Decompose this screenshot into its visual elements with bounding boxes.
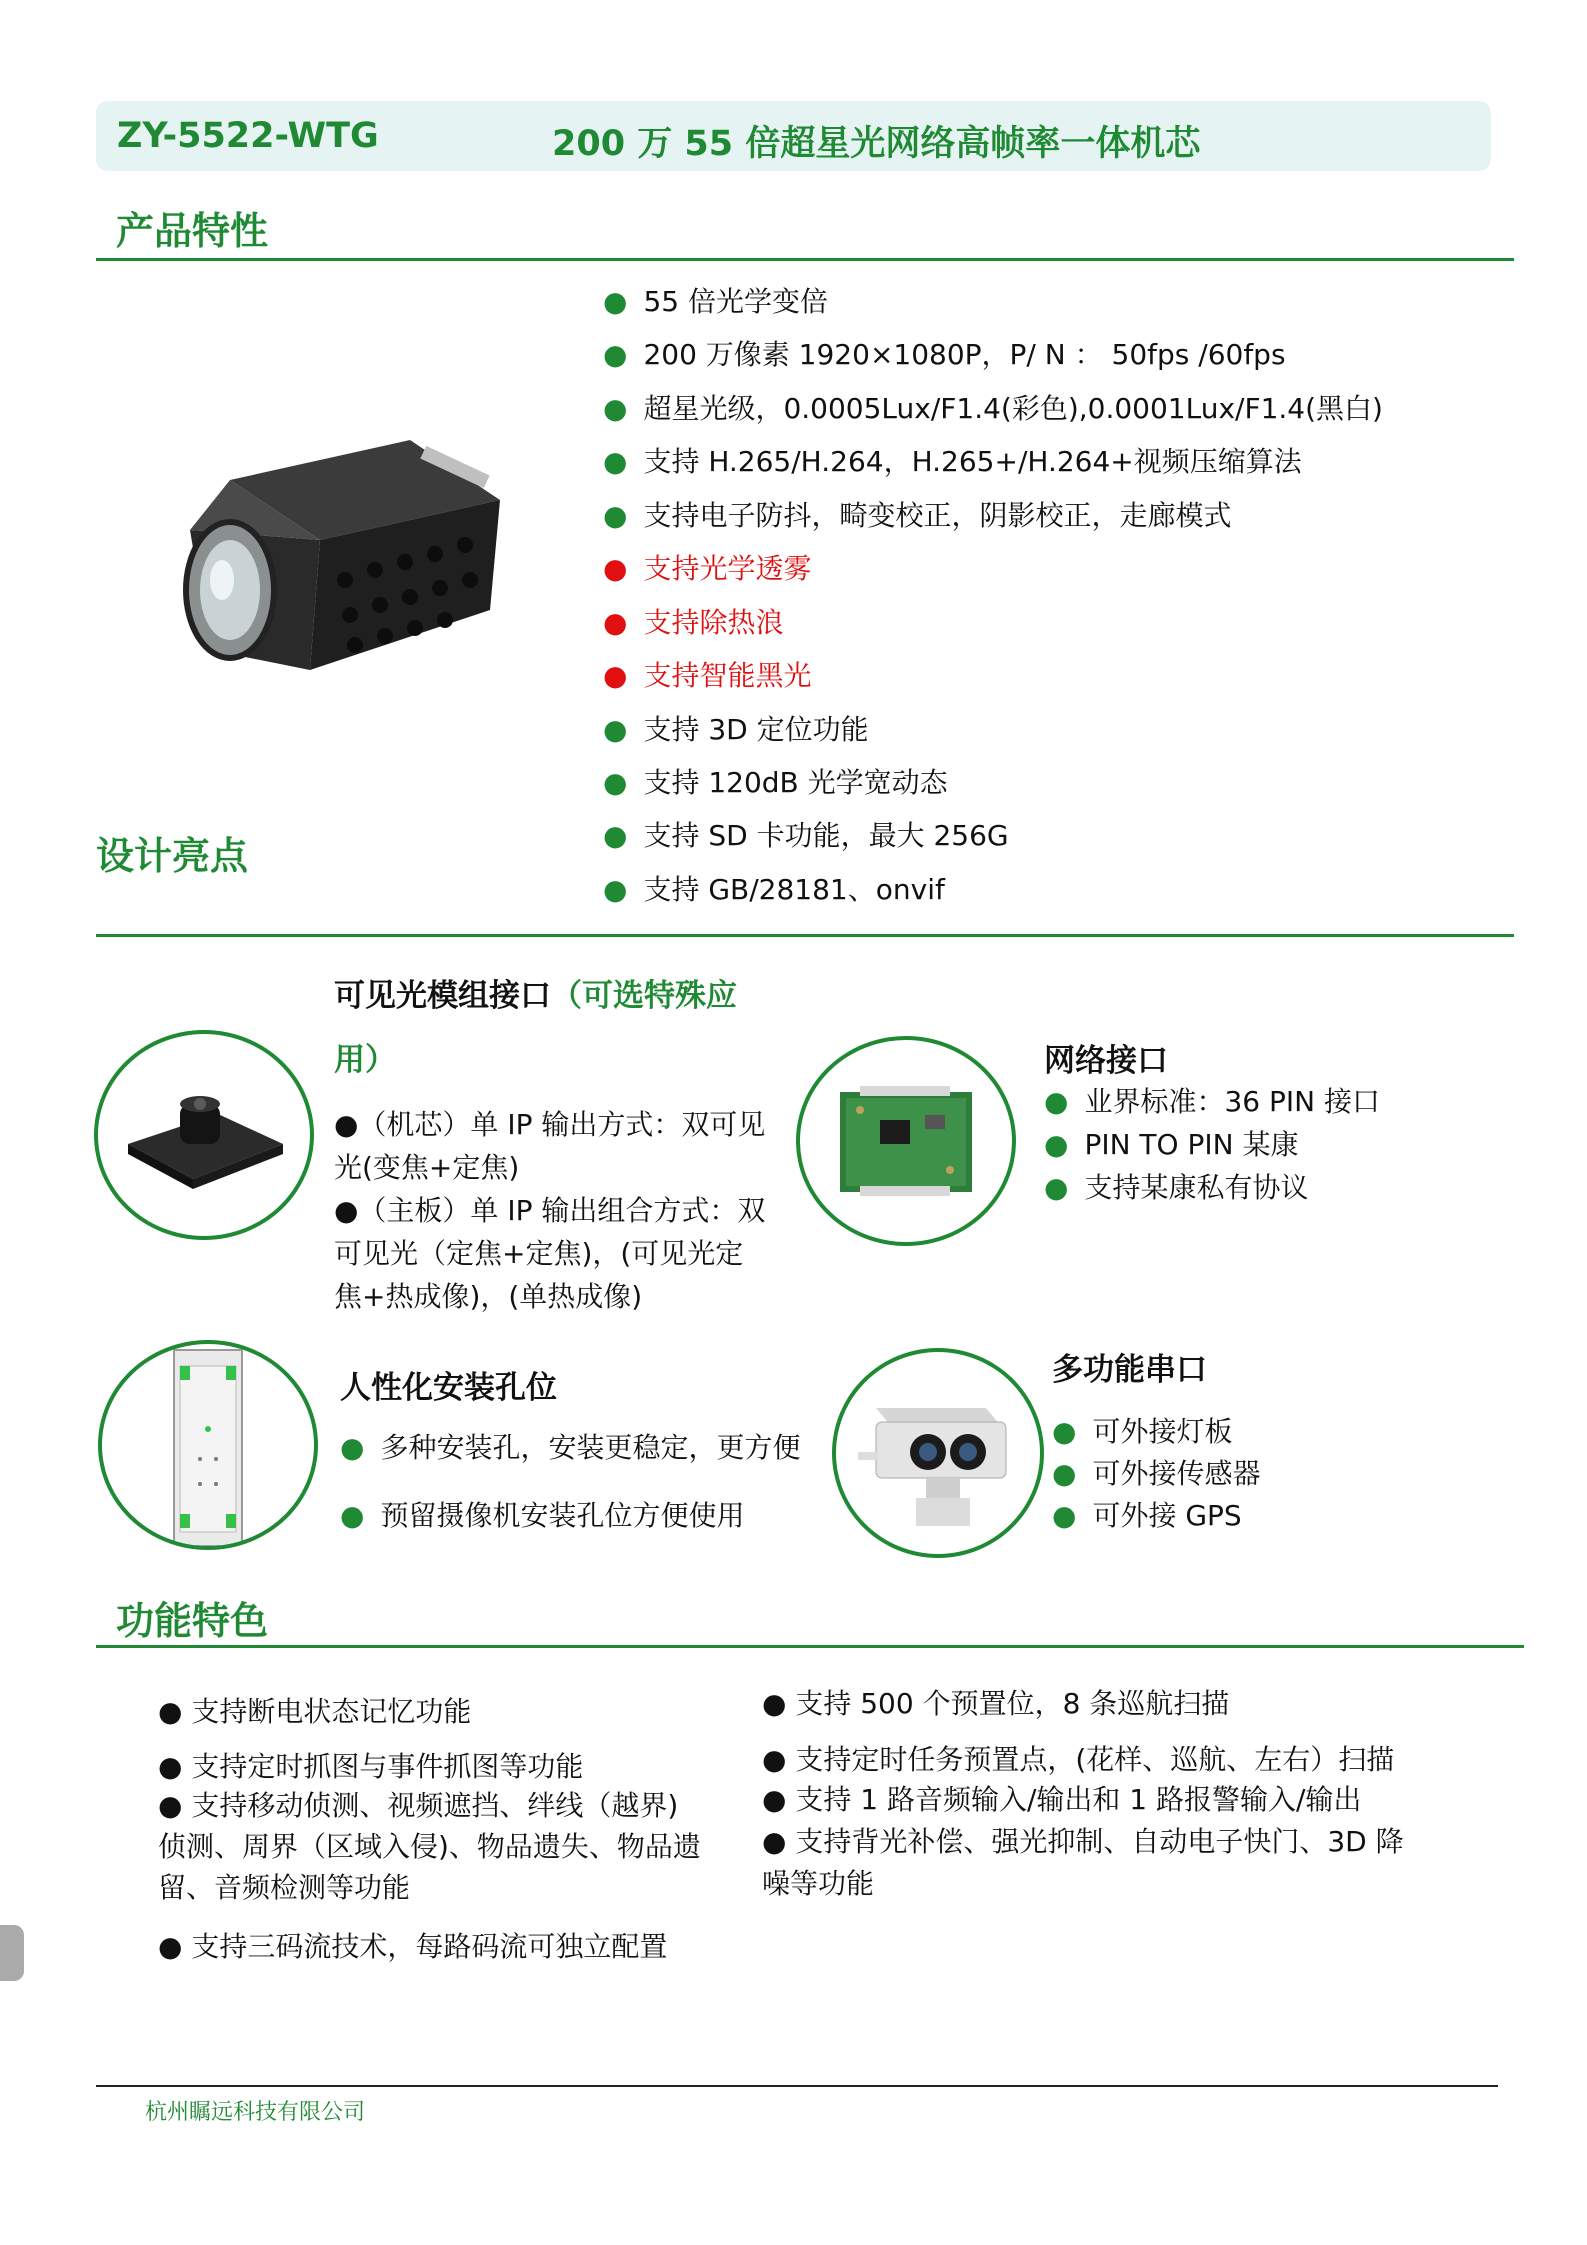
bullet-dot-icon: ● [1052,1499,1077,1532]
bullet-dot-icon: ● [603,338,628,371]
ptz-camera-image [836,1352,1040,1554]
function-item: ● 支持移动侦测、视频遮挡、绊线（越界) [158,1789,679,1822]
list-item: ● 预留摄像机安装孔位方便使用 [340,1499,745,1532]
section-title-design-highlights: 设计亮点 [96,834,249,878]
list-item: ● 业界标准：36 PIN 接口 [1044,1085,1380,1118]
visible-light-line: ●（机芯）单 IP 输出方式：双可见 [334,1108,766,1141]
network-title: 网络接口 [1044,1043,1168,1079]
function-item: ● 支持 500 个预置位，8 条巡航扫描 [762,1687,1230,1720]
list-item: ● 支持光学透雾 [603,552,812,585]
board-image [800,1040,1012,1242]
bullet-dot-icon: ● [1052,1415,1077,1448]
side-tab [0,1925,24,1981]
product-title: 200 万 55 倍超星光网络高帧率一体机芯 [552,124,1201,164]
list-item: ● 可外接传感器 [1052,1457,1261,1490]
visible-light-title-cont: 用） [334,1042,396,1078]
list-item: ● 支持 SD 卡功能，最大 256G [603,819,1009,852]
serial-title: 多功能串口 [1052,1352,1207,1388]
list-item: ● 支持智能黑光 [603,659,812,692]
function-item: 噪等功能 [762,1867,875,1900]
bullet-dot-icon: ● [603,606,628,639]
function-item: ● 支持定时任务预置点，(花样、巡航、左右）扫描 [762,1743,1395,1776]
function-item: ● 支持三码流技术，每路码流可独立配置 [158,1930,668,1963]
footer-divider [96,2085,1498,2087]
bullet-dot-icon: ● [603,713,628,746]
function-item: ● 支持背光补偿、强光抑制、自动电子快门、3D 降 [762,1825,1404,1858]
footer-company: 杭州瞩远科技有限公司 [145,2100,366,2125]
list-item: ● 支持 120dB 光学宽动态 [603,766,948,799]
list-item: ● 支持除热浪 [603,606,784,639]
mount-plate-image [102,1344,314,1546]
section-title-functions: 功能特色 [116,1599,269,1643]
function-item: ● 支持 1 路音频输入/输出和 1 路报警输入/输出 [762,1783,1362,1816]
function-item: ● 支持定时抓图与事件抓图等功能 [158,1750,584,1783]
bullet-dot-icon: ● [603,766,628,799]
bullet-dot-icon: ● [603,659,628,692]
list-item: ● 支持 GB/28181、onvif [603,873,945,906]
visible-light-line: 焦+热成像)，(单热成像) [334,1280,643,1313]
list-item: ● PIN TO PIN 某康 [1044,1128,1299,1161]
camera-module-image [98,1034,310,1236]
list-item: ● 支持某康私有协议 [1044,1171,1309,1204]
model-number: ZY-5522-WTG [117,116,379,156]
bullet-dot-icon: ● [603,552,628,585]
zoom-camera-image [170,440,510,710]
visible-light-line: ●（主板）单 IP 输出组合方式：双 [334,1194,766,1227]
list-item: ● 支持 3D 定位功能 [603,713,869,746]
visible-light-title: 可见光模组接口（可选特殊应 [334,978,737,1014]
bullet-dot-icon: ● [603,819,628,852]
list-item: ● 多种安装孔，安装更稳定，更方便 [340,1431,801,1464]
function-item: 侦测、周界（区域入侵)、物品遗失、物品遗 [158,1830,701,1863]
ptz-camera-circle [832,1348,1044,1558]
board-circle [796,1036,1016,1246]
bullet-dot-icon: ● [1044,1171,1069,1204]
section-divider [96,258,1514,261]
bullet-dot-icon: ● [340,1431,365,1464]
bullet-dot-icon: ● [603,445,628,478]
bullet-dot-icon: ● [1052,1457,1077,1490]
bullet-dot-icon: ● [1044,1128,1069,1161]
visible-light-line: 光(变焦+定焦) [334,1151,520,1184]
visible-light-line: 可见光（定焦+定焦)，(可见光定 [334,1237,744,1270]
bullet-dot-icon: ● [1044,1085,1069,1118]
bullet-dot-icon: ● [340,1499,365,1532]
bullet-dot-icon: ● [603,873,628,906]
section-title-product-features: 产品特性 [116,209,269,253]
list-item: ● 可外接灯板 [1052,1415,1233,1448]
mount-plate-circle [98,1340,318,1550]
list-item: ● 超星光级，0.0005Lux/F1.4(彩色),0.0001Lux/F1.4(黑白) [603,392,1383,425]
section-divider [96,1645,1524,1648]
function-item: 留、音频检测等功能 [158,1871,411,1904]
bullet-dot-icon: ● [603,499,628,532]
mounting-title: 人性化安装孔位 [340,1370,557,1406]
list-item: ● 支持电子防抖，畸变校正，阴影校正，走廊模式 [603,499,1232,532]
bullet-dot-icon: ● [603,392,628,425]
list-item: ● 55 倍光学变倍 [603,285,828,318]
function-item: ● 支持断电状态记忆功能 [158,1695,472,1728]
bullet-dot-icon: ● [603,285,628,318]
list-item: ● 支持 H.265/H.264，H.265+/H.264+视频压缩算法 [603,445,1302,478]
section-divider [96,934,1514,937]
camera-module-circle [94,1030,314,1240]
list-item: ● 200 万像素 1920×1080P，P/ N ： 50fps /60fps [603,338,1286,371]
list-item: ● 可外接 GPS [1052,1499,1242,1532]
